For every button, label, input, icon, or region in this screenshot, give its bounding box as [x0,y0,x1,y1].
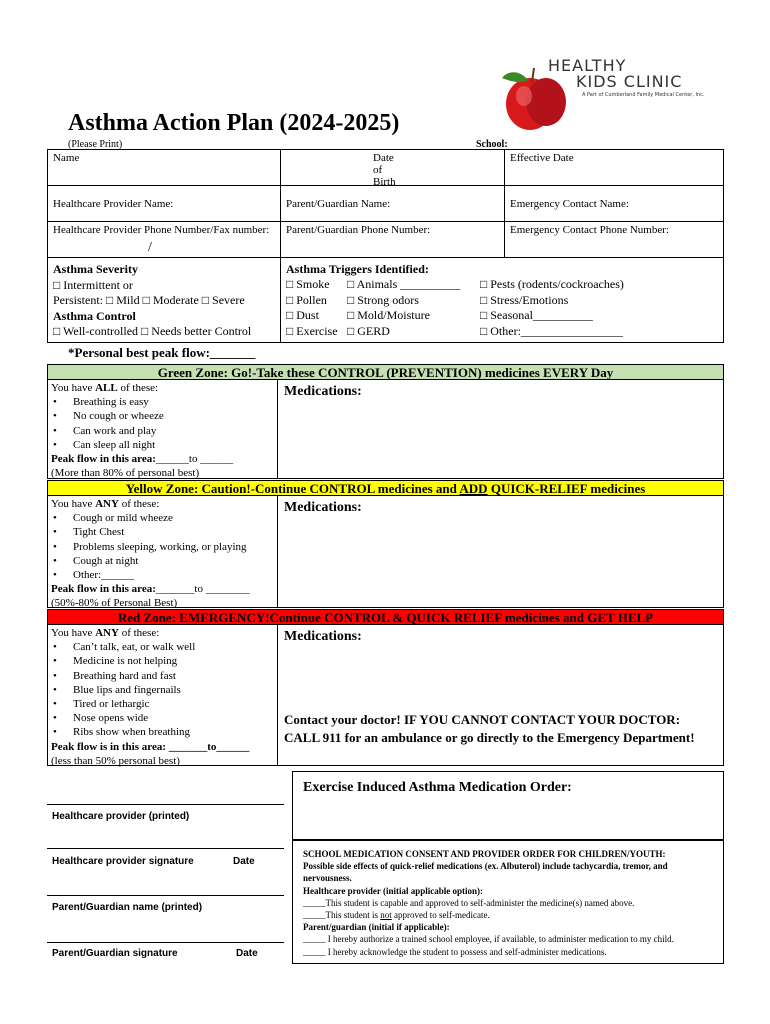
patient-info-table [47,149,724,343]
yellow-zone-bar: Yellow Zone: Caution!-Continue CONTROL medicines and ADD QUICK-RELIEF medicines [47,480,724,496]
triggers-heading: Asthma Triggers Identified: [286,262,429,276]
trigger-dust[interactable]: □ Dust [286,308,319,322]
control-heading: Asthma Control [53,308,136,323]
phone-fax-slash: / [148,240,152,255]
red-zone-symptoms [48,625,278,765]
emergency-phone-label: Emergency Contact Phone Number: [510,224,669,236]
trigger-seasonal[interactable]: □ Seasonal__________ [480,308,593,322]
trigger-gerd[interactable]: □ GERD [347,323,390,338]
consent-option-capable[interactable]: _____This student is capable and approved to self-administer the medicine(s) named above. [303,897,635,908]
severity-line1[interactable]: □ Intermittent or [53,277,133,292]
consent-box [292,840,724,964]
guardian-printed-label: Parent/Guardian name (printed) [52,902,203,913]
red-zone-bar: Red Zone: EMERGENCY!Continue CONTROL & QUICK RELIEF medicines and GET HELP [47,609,724,625]
yellow-symptom: • Problems sleeping, working, or playing [73,540,274,554]
yellow-peak-flow[interactable]: Peak flow in this area:_______to ________ [51,583,250,596]
guardian-signature-label: Parent/Guardian signature [52,948,178,959]
consent-side-effects: Possible side effects of quick-relief medications (ex. Albuterol) include tachycardia, tremor, and nervousness. [303,861,668,884]
provider-name-label: Healthcare Provider Name: [53,197,174,210]
triggers-col1 [286,277,338,339]
green-symptom: • Breathing is easy [73,395,274,409]
trigger-stress[interactable]: □ Stress/Emotions [480,292,569,307]
logo-line2: KIDS CLINIC [576,72,683,91]
severity-line2[interactable]: Persistent: □ Mild □ Moderate □ Severe [53,293,245,307]
trigger-pests[interactable]: □ Pests (rodents/cockroaches) [480,277,624,291]
name-field[interactable] [48,150,396,188]
red-symptom: • Breathing hard and fast [73,669,274,683]
yellow-symptom: • Cough or mild wheeze [73,511,274,525]
red-medications-label[interactable]: Medications: [284,629,362,644]
logo-line1: HEALTHY [548,56,627,75]
guardian-name-label: Parent/Guardian Name: [286,197,391,210]
green-zone-box [47,379,724,479]
red-intro: You have ANY of these: [51,627,160,639]
yellow-medications-label[interactable]: Medications: [284,500,362,515]
guardian-printed-line[interactable] [47,895,284,896]
yellow-zone-symptoms [48,496,278,610]
severity-heading: Asthma Severity [53,262,138,276]
green-zone-symptoms [48,380,278,478]
severity-section [48,258,281,343]
logo-tagline: A Part of Cumberland Family Medical Center, Inc. [582,92,705,98]
guardian-phone-field[interactable] [281,222,505,258]
green-symptom: • Can sleep all night [73,438,274,452]
green-peak-flow[interactable]: Peak flow in this area:______to ______ [51,453,234,466]
green-intro: You have ALL of these: [51,382,159,394]
green-zone-bar: Green Zone: Go!-Take these CONTROL (PREVENTION) medicines EVERY Day [47,364,724,380]
trigger-other[interactable]: □ Other:_________________ [480,323,623,338]
provider-signature-line[interactable] [47,848,284,849]
provider-date-label: Date [233,856,255,867]
green-range: (More than 80% of personal best) [51,467,200,480]
yellow-zone-box [47,495,724,608]
emergency-name-label: Emergency Contact Name: [510,197,629,210]
consent-provider-heading: Healthcare provider (initial applicable option): [303,885,483,896]
provider-name-field[interactable] [48,186,281,222]
triggers-section [281,258,724,343]
control-line[interactable]: □ Well-controlled □ Needs better Control [53,324,252,338]
red-range: (less than 50% personal best) [51,754,180,767]
clinic-logo-text [548,58,705,98]
trigger-smoke[interactable]: □ Smoke [286,277,330,291]
dob-label: Date of Birth [373,152,396,188]
personal-best-peak-flow[interactable]: *Personal best peak flow:_______ [68,345,256,360]
school-label[interactable]: School: [476,139,508,150]
yellow-symptom[interactable]: • Other:______ [73,568,274,582]
red-symptom: • Ribs show when breathing [73,725,274,739]
guardian-date-label: Date [236,948,258,959]
guardian-name-field[interactable] [281,186,505,222]
yellow-intro: You have ANY of these: [51,498,160,510]
exercise-order-box[interactable] [292,771,724,840]
red-peak-flow[interactable]: Peak flow is in this area: _______to______ [51,740,250,753]
guardian-signature-line[interactable] [47,942,284,943]
provider-printed-label: Healthcare provider (printed) [52,811,190,822]
exercise-heading: Exercise Induced Asthma Medication Order: [303,780,572,795]
name-label: Name [53,152,80,164]
consent-guardian-heading: Parent/guardian (initial if applicable): [303,922,450,933]
effective-date-field[interactable] [505,150,724,186]
trigger-pollen[interactable]: □ Pollen [286,292,327,307]
green-medications-label[interactable]: Medications: [284,384,362,399]
emergency-phone-field[interactable] [505,222,724,258]
triggers-col2 [347,277,460,339]
red-contact-doctor: Contact your doctor! IF YOU CANNOT CONTACT YOUR DOCTOR: CALL 911 for an ambulance or go directly to the Emergency Department! [284,712,695,745]
guardian-phone-label: Parent/Guardian Phone Number: [286,224,431,236]
trigger-animals[interactable]: □ Animals __________ [347,277,461,291]
emergency-name-field[interactable] [505,186,724,222]
green-symptom: • Can work and play [73,424,274,438]
red-zone-box [47,624,724,766]
trigger-mold[interactable]: □ Mold/Moisture [347,308,430,322]
trigger-exercise[interactable]: □ Exercise [286,323,338,338]
yellow-symptom: • Tight Chest [73,525,274,539]
consent-guardian-authorize[interactable]: _____ I hereby authorize a trained school employee, if available, to administer medication to my child. [303,934,674,945]
red-symptom: • Medicine is not helping [73,654,274,668]
consent-guardian-acknowledge[interactable]: _____ I hereby acknowledge the student to possess and self-administer medications. [303,946,607,957]
please-print-note: (Please Print) [68,139,123,150]
green-symptom: • No cough or wheeze [73,409,274,423]
yellow-range: (50%-80% of Personal Best) [51,597,178,610]
trigger-strong-odors[interactable]: □ Strong odors [347,292,419,307]
provider-signature-label: Healthcare provider signature [52,856,194,867]
page-title: Asthma Action Plan (2024-2025) [68,110,400,136]
triggers-col3 [480,277,624,339]
consent-heading: SCHOOL MEDICATION CONSENT AND PROVIDER ORDER FOR CHILDREN/YOUTH: [303,849,666,859]
red-symptom: • Blue lips and fingernails [73,683,274,697]
red-symptom: • Tired or lethargic [73,697,274,711]
red-symptom: • Nose opens wide [73,711,274,725]
consent-option-not-approved[interactable]: _____This student is not approved to self-medicate. [303,910,490,921]
provider-phone-field[interactable] [48,222,281,258]
provider-phone-label: Healthcare Provider Phone Number/Fax number: [53,224,270,236]
yellow-symptom: • Cough at night [73,554,274,568]
effective-date-label: Effective Date [510,152,574,164]
red-symptom: • Can’t talk, eat, or walk well [73,640,274,654]
provider-printed-line[interactable] [47,804,284,805]
